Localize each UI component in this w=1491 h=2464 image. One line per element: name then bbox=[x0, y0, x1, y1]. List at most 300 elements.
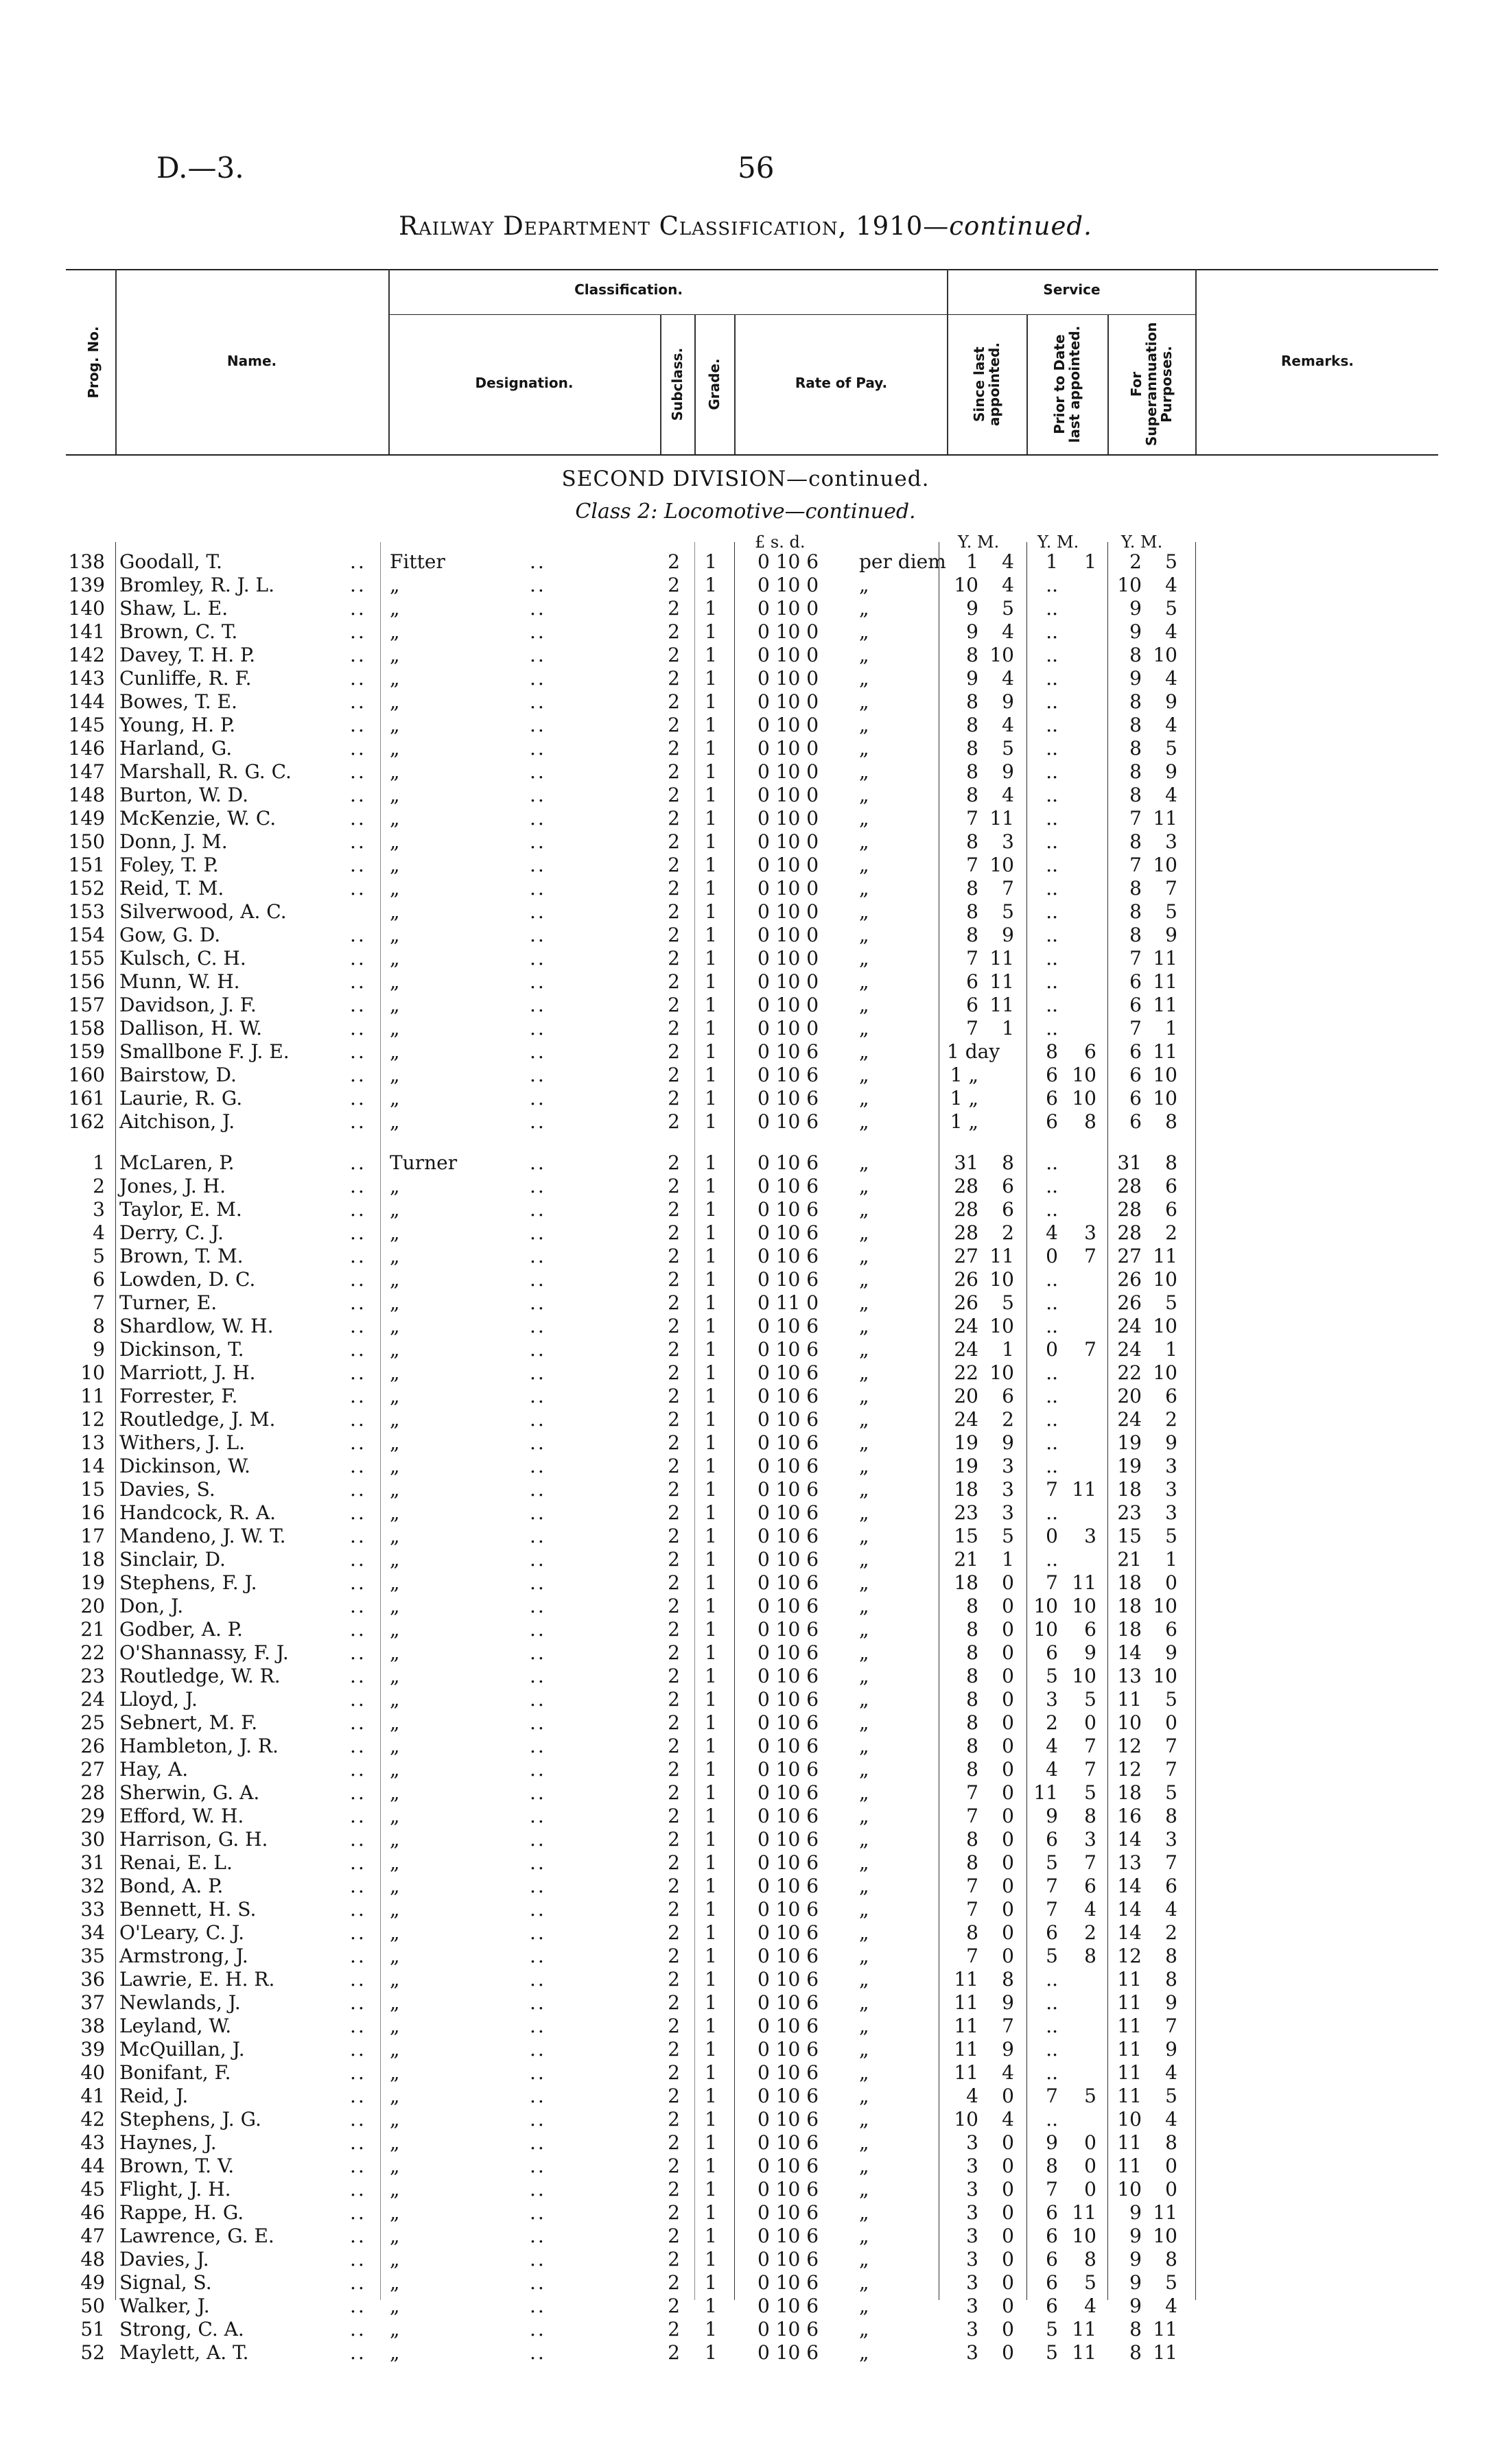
cell-super-months: 9 bbox=[1165, 924, 1177, 946]
table-row bbox=[0, 2085, 1491, 2108]
cell-designation: „ bbox=[390, 1641, 400, 1664]
cell-rate: 0 10 6 bbox=[758, 2155, 819, 2177]
cell-grade: 1 bbox=[705, 574, 717, 596]
cell-rate: 0 10 6 bbox=[758, 1921, 819, 1944]
cell-prog-no: 141 bbox=[68, 620, 105, 643]
cell-rate-unit: „ bbox=[859, 1221, 869, 1244]
cell-rate: 0 10 0 bbox=[758, 947, 819, 970]
cell-since-months: 11 bbox=[989, 807, 1014, 830]
cell-super-months: 9 bbox=[1165, 1641, 1177, 1664]
cell-super-years: 18 bbox=[1117, 1595, 1142, 1617]
cell-subclass: 2 bbox=[668, 2341, 680, 2364]
cell-leader-dots: .. bbox=[350, 1968, 366, 1991]
cell-super-months: 3 bbox=[1165, 1478, 1177, 1501]
cell-prior-months: 7 bbox=[1084, 1851, 1096, 1874]
cell-designation: „ bbox=[390, 2178, 400, 2201]
table-row bbox=[0, 1315, 1491, 1338]
cell-prior-years: 5 bbox=[1046, 2341, 1058, 2364]
cell-super-months: 8 bbox=[1165, 1151, 1177, 1174]
cell-since-years: 3 bbox=[966, 2318, 978, 2340]
cell-rate-unit: „ bbox=[859, 1665, 869, 1687]
cell-grade: 1 bbox=[705, 784, 717, 806]
cell-leader-dots: .. bbox=[350, 1245, 366, 1267]
cell-prior-months: 8 bbox=[1084, 1110, 1096, 1133]
cell-grade: 1 bbox=[705, 2178, 717, 2201]
cell-leader-dots: .. bbox=[530, 2085, 546, 2107]
cell-leader-dots: .. bbox=[350, 1665, 366, 1687]
cell-since-months: 3 bbox=[1002, 1501, 1014, 1524]
cell-since-years: 8 bbox=[966, 644, 978, 666]
cell-prior-years: 10 bbox=[1033, 1618, 1058, 1641]
cell-grade: 1 bbox=[705, 994, 717, 1016]
cell-super-years: 16 bbox=[1117, 1805, 1142, 1827]
cell-super-years: 11 bbox=[1117, 2061, 1142, 2084]
cell-rate-unit: „ bbox=[859, 2085, 869, 2107]
cell-since-years: 8 bbox=[966, 1711, 978, 1734]
cell-prior-years: 6 bbox=[1046, 2295, 1058, 2317]
cell-since-years: 1 „ bbox=[950, 1110, 978, 1133]
cell-rate-unit: „ bbox=[859, 1571, 869, 1594]
cell-since-months: 4 bbox=[1002, 667, 1014, 690]
cell-super-months: 11 bbox=[1153, 1040, 1177, 1063]
cell-name: Bowes, T. E. bbox=[119, 690, 237, 713]
cell-prog-no: 155 bbox=[68, 947, 105, 970]
cell-grade: 1 bbox=[705, 1945, 717, 1967]
cell-subclass: 2 bbox=[668, 1501, 680, 1524]
cell-subclass: 2 bbox=[668, 924, 680, 946]
cell-name: Shardlow, W. H. bbox=[119, 1315, 274, 1337]
cell-rate-unit: „ bbox=[859, 1688, 869, 1711]
cell-rate: 0 10 6 bbox=[758, 1361, 819, 1384]
table-row bbox=[0, 1641, 1491, 1665]
table-row bbox=[0, 2248, 1491, 2271]
cell-since-months: 0 bbox=[1002, 1781, 1014, 1804]
cell-rate-unit: „ bbox=[859, 1711, 869, 1734]
cell-grade: 1 bbox=[705, 1851, 717, 1874]
cell-designation: „ bbox=[390, 2131, 400, 2154]
cell-since-years: 8 bbox=[966, 1828, 978, 1851]
cell-leader-dots: .. bbox=[350, 1571, 366, 1594]
cell-prog-no: 5 bbox=[93, 1245, 105, 1267]
cell-rate-unit: „ bbox=[859, 1245, 869, 1267]
cell-super-months: 4 bbox=[1165, 2061, 1177, 2084]
cell-grade: 1 bbox=[705, 1711, 717, 1734]
cell-subclass: 2 bbox=[668, 1828, 680, 1851]
cell-leader-dots: .. bbox=[350, 1991, 366, 2014]
cell-since-years: 1 bbox=[966, 550, 978, 573]
cell-prior-years: .. bbox=[1046, 2038, 1058, 2061]
cell-prior-years: 1 bbox=[1046, 550, 1058, 573]
cell-prog-no: 47 bbox=[80, 2225, 105, 2247]
cell-prog-no: 34 bbox=[80, 1921, 105, 1944]
cell-designation: „ bbox=[390, 877, 400, 900]
cell-since-months: 0 bbox=[1002, 1758, 1014, 1781]
cell-super-months: 6 bbox=[1165, 1875, 1177, 1897]
cell-super-months: 10 bbox=[1153, 1315, 1177, 1337]
cell-prior-years: 8 bbox=[1046, 2155, 1058, 2177]
cell-grade: 1 bbox=[705, 1245, 717, 1267]
cell-super-years: 23 bbox=[1117, 1501, 1142, 1524]
cell-subclass: 2 bbox=[668, 1291, 680, 1314]
cell-prior-years: .. bbox=[1046, 714, 1058, 736]
cell-prior-years: 9 bbox=[1046, 1805, 1058, 1827]
cell-since-months: 0 bbox=[1002, 1851, 1014, 1874]
cell-rate-unit: „ bbox=[859, 2131, 869, 2154]
cell-super-years: 14 bbox=[1117, 1641, 1142, 1664]
table-row bbox=[0, 1385, 1491, 1408]
cell-since-months: 2 bbox=[1002, 1408, 1014, 1431]
cell-designation: „ bbox=[390, 574, 400, 596]
cell-designation: „ bbox=[390, 1758, 400, 1781]
cell-since-years: 6 bbox=[966, 994, 978, 1016]
cell-leader-dots: .. bbox=[350, 784, 366, 806]
cell-name: Shaw, L. E. bbox=[119, 597, 228, 620]
cell-since-years: 11 bbox=[954, 1991, 978, 2014]
cell-leader-dots: .. bbox=[530, 1478, 546, 1501]
cell-since-years: 15 bbox=[954, 1525, 978, 1547]
cell-super-years: 11 bbox=[1117, 1968, 1142, 1991]
cell-prior-months: 7 bbox=[1084, 1758, 1096, 1781]
cell-rate-unit: „ bbox=[859, 2061, 869, 2084]
cell-designation: „ bbox=[390, 2085, 400, 2107]
cell-super-months: 7 bbox=[1165, 1735, 1177, 1757]
cell-name: Withers, J. L. bbox=[119, 1431, 245, 1454]
table-row bbox=[0, 1478, 1491, 1501]
cell-rate-unit: „ bbox=[859, 644, 869, 666]
cell-rate: 0 10 6 bbox=[758, 1595, 819, 1617]
table-row bbox=[0, 760, 1491, 784]
cell-since-years: 3 bbox=[966, 2248, 978, 2271]
cell-grade: 1 bbox=[705, 1315, 717, 1337]
cell-leader-dots: .. bbox=[350, 2131, 366, 2154]
table-row bbox=[0, 2108, 1491, 2131]
cell-since-months: 9 bbox=[1002, 1991, 1014, 2014]
cell-super-months: 11 bbox=[1153, 970, 1177, 993]
cell-prog-no: 32 bbox=[80, 1875, 105, 1897]
cell-since-years: 22 bbox=[954, 1361, 978, 1384]
cell-rate: 0 10 6 bbox=[758, 1268, 819, 1291]
cell-subclass: 2 bbox=[668, 1548, 680, 1571]
cell-name: Goodall, T. bbox=[119, 550, 222, 573]
cell-leader-dots: .. bbox=[350, 2015, 366, 2037]
table-row bbox=[0, 714, 1491, 737]
cell-leader-dots: .. bbox=[350, 830, 366, 853]
table-row bbox=[0, 807, 1491, 830]
cell-since-months: 9 bbox=[1002, 2038, 1014, 2061]
cell-since-years: 7 bbox=[966, 1017, 978, 1040]
cell-since-months: 1 bbox=[1002, 1338, 1014, 1361]
cell-leader-dots: .. bbox=[350, 1921, 366, 1944]
cell-since-years: 26 bbox=[954, 1291, 978, 1314]
cell-leader-dots: .. bbox=[530, 2271, 546, 2294]
cell-prior-years: .. bbox=[1046, 760, 1058, 783]
cell-super-years: 10 bbox=[1117, 2178, 1142, 2201]
cell-prior-months: 1 bbox=[1084, 550, 1096, 573]
cell-subclass: 2 bbox=[668, 1851, 680, 1874]
col-grade: Grade. bbox=[706, 358, 723, 410]
cell-rate: 0 10 6 bbox=[758, 1198, 819, 1221]
cell-name: Bromley, R. J. L. bbox=[119, 574, 275, 596]
cell-rate-unit: „ bbox=[859, 1828, 869, 1851]
cell-super-years: 19 bbox=[1117, 1455, 1142, 1477]
cell-prior-months: 11 bbox=[1072, 2341, 1096, 2364]
cell-prior-years: 6 bbox=[1046, 1064, 1058, 1086]
cell-rate: 0 10 0 bbox=[758, 900, 819, 923]
cell-since-years: 24 bbox=[954, 1408, 978, 1431]
cell-prior-years: 7 bbox=[1046, 1478, 1058, 1501]
cell-prior-years: .. bbox=[1046, 1385, 1058, 1407]
cell-since-years: 1 „ bbox=[950, 1064, 978, 1086]
cell-rate-unit: „ bbox=[859, 2295, 869, 2317]
cell-subclass: 2 bbox=[668, 1618, 680, 1641]
cell-leader-dots: .. bbox=[530, 1017, 546, 1040]
cell-grade: 1 bbox=[705, 970, 717, 993]
cell-designation: „ bbox=[390, 1175, 400, 1197]
table-row bbox=[0, 877, 1491, 900]
cell-name: Kulsch, C. H. bbox=[119, 947, 246, 970]
cell-subclass: 2 bbox=[668, 830, 680, 853]
cell-super-years: 8 bbox=[1129, 830, 1142, 853]
cell-grade: 1 bbox=[705, 2295, 717, 2317]
cell-rate-unit: „ bbox=[859, 1455, 869, 1477]
cell-prog-no: 49 bbox=[80, 2271, 105, 2294]
cell-super-years: 11 bbox=[1117, 1688, 1142, 1711]
cell-since-years: 8 bbox=[966, 830, 978, 853]
cell-leader-dots: .. bbox=[350, 1501, 366, 1524]
cell-prog-no: 28 bbox=[80, 1781, 105, 1804]
cell-prior-years: 5 bbox=[1046, 1665, 1058, 1687]
cell-prior-months: 10 bbox=[1072, 1064, 1096, 1086]
cell-prog-no: 144 bbox=[68, 690, 105, 713]
cell-prior-years: .. bbox=[1046, 924, 1058, 946]
cell-since-months: 0 bbox=[1002, 1805, 1014, 1827]
cell-super-years: 6 bbox=[1129, 1110, 1142, 1133]
cell-super-years: 14 bbox=[1117, 1828, 1142, 1851]
cell-leader-dots: .. bbox=[350, 1525, 366, 1547]
cell-leader-dots: .. bbox=[530, 1455, 546, 1477]
cell-leader-dots: .. bbox=[530, 1064, 546, 1086]
cell-prog-no: 7 bbox=[93, 1291, 105, 1314]
cell-designation: „ bbox=[390, 854, 400, 876]
table-row bbox=[0, 1828, 1491, 1851]
cell-since-years: 27 bbox=[954, 1245, 978, 1267]
cell-name: Burton, W. D. bbox=[119, 784, 248, 806]
cell-subclass: 2 bbox=[668, 1968, 680, 1991]
cell-super-months: 5 bbox=[1165, 1525, 1177, 1547]
cell-super-years: 9 bbox=[1129, 2201, 1142, 2224]
cell-subclass: 2 bbox=[668, 1087, 680, 1110]
cell-since-years: 8 bbox=[966, 877, 978, 900]
cell-grade: 1 bbox=[705, 1921, 717, 1944]
cell-prog-no: 31 bbox=[80, 1851, 105, 1874]
cell-name: Signal, S. bbox=[119, 2271, 212, 2294]
cell-super-months: 11 bbox=[1153, 994, 1177, 1016]
cell-leader-dots: .. bbox=[350, 620, 366, 643]
cell-since-years: 3 bbox=[966, 2271, 978, 2294]
cell-leader-dots: .. bbox=[530, 1501, 546, 1524]
cell-designation: „ bbox=[390, 644, 400, 666]
cell-since-years: 20 bbox=[954, 1385, 978, 1407]
cell-leader-dots: .. bbox=[350, 1945, 366, 1967]
table-row bbox=[0, 1945, 1491, 1968]
cell-leader-dots: .. bbox=[530, 2201, 546, 2224]
cell-leader-dots: .. bbox=[350, 1198, 366, 1221]
cell-super-months: 4 bbox=[1165, 784, 1177, 806]
cell-prior-years: 3 bbox=[1046, 1688, 1058, 1711]
cell-prog-no: 161 bbox=[68, 1087, 105, 1110]
cell-subclass: 2 bbox=[668, 1064, 680, 1086]
cell-grade: 1 bbox=[705, 1338, 717, 1361]
cell-super-years: 7 bbox=[1129, 1017, 1142, 1040]
cell-since-years: 8 bbox=[966, 1641, 978, 1664]
cell-prog-no: 149 bbox=[68, 807, 105, 830]
cell-grade: 1 bbox=[705, 2015, 717, 2037]
cell-grade: 1 bbox=[705, 1151, 717, 1174]
cell-leader-dots: .. bbox=[530, 2131, 546, 2154]
table-row bbox=[0, 2061, 1491, 2085]
cell-super-months: 10 bbox=[1153, 1064, 1177, 1086]
cell-name: Walker, J. bbox=[119, 2295, 210, 2317]
cell-super-months: 10 bbox=[1153, 854, 1177, 876]
cell-prior-years: .. bbox=[1046, 854, 1058, 876]
cell-grade: 1 bbox=[705, 2271, 717, 2294]
title-continued: continued. bbox=[949, 211, 1092, 241]
cell-rate-unit: „ bbox=[859, 1595, 869, 1617]
table-row bbox=[0, 947, 1491, 970]
unit-ym-prior: Y. M. bbox=[1037, 532, 1079, 552]
cell-leader-dots: .. bbox=[530, 1198, 546, 1221]
cell-since-months: 0 bbox=[1002, 2131, 1014, 2154]
cell-rate-unit: „ bbox=[859, 597, 869, 620]
cell-designation: „ bbox=[390, 1828, 400, 1851]
cell-prior-years: .. bbox=[1046, 1175, 1058, 1197]
cell-super-months: 11 bbox=[1153, 807, 1177, 830]
cell-prog-no: 153 bbox=[68, 900, 105, 923]
cell-rate: 0 10 0 bbox=[758, 1017, 819, 1040]
cell-super-months: 9 bbox=[1165, 690, 1177, 713]
cell-rate-unit: per diem bbox=[859, 550, 946, 573]
cell-rate: 0 10 6 bbox=[758, 2201, 819, 2224]
cell-super-years: 27 bbox=[1117, 1245, 1142, 1267]
cell-prior-years: 7 bbox=[1046, 1898, 1058, 1921]
cell-leader-dots: .. bbox=[530, 1291, 546, 1314]
cell-leader-dots: .. bbox=[530, 1921, 546, 1944]
cell-super-months: 5 bbox=[1165, 1291, 1177, 1314]
cell-leader-dots: .. bbox=[530, 1641, 546, 1664]
cell-subclass: 2 bbox=[668, 2295, 680, 2317]
cell-leader-dots: .. bbox=[350, 1805, 366, 1827]
cell-subclass: 2 bbox=[668, 970, 680, 993]
table-row bbox=[0, 1501, 1491, 1525]
cell-prior-months: 11 bbox=[1072, 1478, 1096, 1501]
table-row bbox=[0, 1017, 1491, 1040]
table-row bbox=[0, 1175, 1491, 1198]
cell-super-years: 18 bbox=[1117, 1571, 1142, 1594]
cell-prior-months: 0 bbox=[1084, 1711, 1096, 1734]
cell-since-months: 4 bbox=[1002, 550, 1014, 573]
cell-subclass: 2 bbox=[668, 2248, 680, 2271]
cell-prior-months: 0 bbox=[1084, 2155, 1096, 2177]
cell-grade: 1 bbox=[705, 2155, 717, 2177]
cell-super-months: 3 bbox=[1165, 1455, 1177, 1477]
cell-since-months: 3 bbox=[1002, 1478, 1014, 1501]
cell-since-months: 9 bbox=[1002, 760, 1014, 783]
cell-since-months: 9 bbox=[1002, 1431, 1014, 1454]
cell-prior-years: .. bbox=[1046, 2061, 1058, 2084]
cell-rate-unit: „ bbox=[859, 1641, 869, 1664]
cell-since-months: 5 bbox=[1002, 1291, 1014, 1314]
cell-name: Brown, C. T. bbox=[119, 620, 238, 643]
cell-rate: 0 10 0 bbox=[758, 970, 819, 993]
cell-rate: 0 10 0 bbox=[758, 924, 819, 946]
cell-rate-unit: „ bbox=[859, 854, 869, 876]
cell-since-months: 11 bbox=[989, 1245, 1014, 1267]
cell-super-months: 4 bbox=[1165, 1898, 1177, 1921]
cell-prog-no: 3 bbox=[93, 1198, 105, 1221]
table-row bbox=[0, 2341, 1491, 2365]
table-row bbox=[0, 1198, 1491, 1221]
cell-leader-dots: .. bbox=[530, 2015, 546, 2037]
cell-super-months: 11 bbox=[1153, 1245, 1177, 1267]
cell-super-years: 9 bbox=[1129, 620, 1142, 643]
table-row bbox=[0, 2131, 1491, 2155]
cell-rate: 0 10 6 bbox=[758, 1385, 819, 1407]
cell-since-years: 24 bbox=[954, 1315, 978, 1337]
cell-super-months: 8 bbox=[1165, 2131, 1177, 2154]
cell-name: Flight, J. H. bbox=[119, 2178, 231, 2201]
cell-leader-dots: .. bbox=[350, 2178, 366, 2201]
cell-super-years: 9 bbox=[1129, 2225, 1142, 2247]
cell-rate-unit: „ bbox=[859, 2248, 869, 2271]
cell-prior-years: .. bbox=[1046, 807, 1058, 830]
cell-leader-dots: .. bbox=[530, 1968, 546, 1991]
cell-subclass: 2 bbox=[668, 2178, 680, 2201]
cell-since-years: 7 bbox=[966, 1875, 978, 1897]
cell-prog-no: 140 bbox=[68, 597, 105, 620]
cell-prior-years: 6 bbox=[1046, 1828, 1058, 1851]
cell-designation: „ bbox=[390, 1571, 400, 1594]
table-row bbox=[0, 1151, 1491, 1175]
cell-designation: „ bbox=[390, 1781, 400, 1804]
cell-since-months: 0 bbox=[1002, 1641, 1014, 1664]
cell-name: Taylor, E. M. bbox=[119, 1198, 242, 1221]
cell-since-years: 6 bbox=[966, 970, 978, 993]
cell-grade: 1 bbox=[705, 1618, 717, 1641]
cell-super-months: 3 bbox=[1165, 830, 1177, 853]
cell-prior-years: 6 bbox=[1046, 2225, 1058, 2247]
cell-rate-unit: „ bbox=[859, 1875, 869, 1897]
cell-rate-unit: „ bbox=[859, 760, 869, 783]
page-number: 56 bbox=[738, 151, 775, 185]
cell-super-years: 9 bbox=[1129, 2248, 1142, 2271]
cell-designation: „ bbox=[390, 1087, 400, 1110]
cell-super-years: 12 bbox=[1117, 1735, 1142, 1757]
cell-prior-years: 5 bbox=[1046, 1945, 1058, 1967]
cell-leader-dots: .. bbox=[530, 1408, 546, 1431]
cell-prior-months: 6 bbox=[1084, 1618, 1096, 1641]
cell-name: Haynes, J. bbox=[119, 2131, 217, 2154]
cell-super-months: 5 bbox=[1165, 1688, 1177, 1711]
cell-super-years: 24 bbox=[1117, 1315, 1142, 1337]
table-row bbox=[0, 1665, 1491, 1688]
cell-super-years: 14 bbox=[1117, 1875, 1142, 1897]
cell-super-years: 11 bbox=[1117, 2015, 1142, 2037]
cell-subclass: 2 bbox=[668, 690, 680, 713]
cell-name: Mandeno, J. W. T. bbox=[119, 1525, 286, 1547]
cell-subclass: 2 bbox=[668, 2318, 680, 2340]
cell-leader-dots: .. bbox=[530, 2295, 546, 2317]
cell-rate: 0 10 0 bbox=[758, 877, 819, 900]
